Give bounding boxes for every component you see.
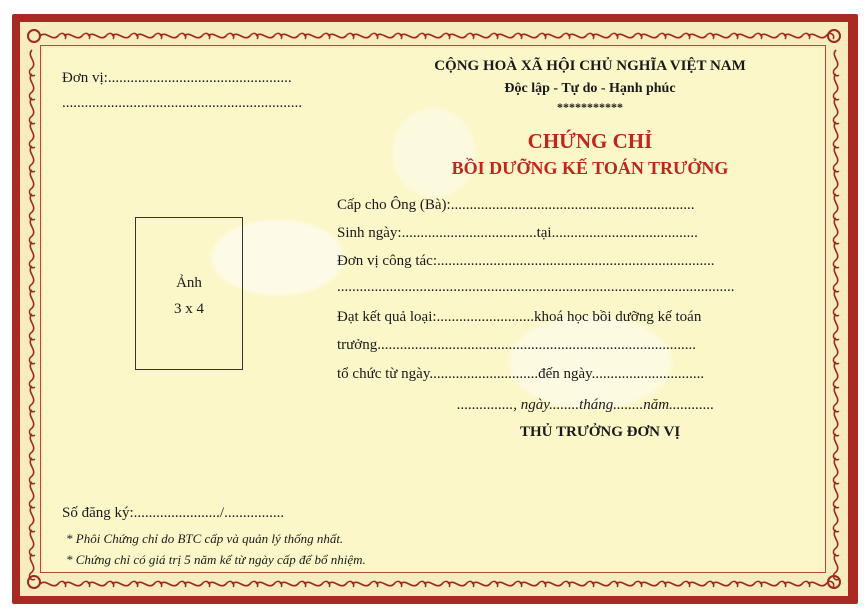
field-dat-ket-qua: Đạt kết quả loại:..........................khoá học bồi dưỡng kế toán: [337, 309, 702, 325]
note-1: * Phôi Chứng chỉ do BTC cấp và quản lý thống nhất.: [66, 531, 344, 546]
date-line: ..............., ngày........tháng........năm............: [457, 397, 715, 413]
field-sinh-ngay: Sinh ngày:....................................tại.......................................: [337, 225, 698, 241]
note-2: * Chứng chỉ có giá trị 5 năm kể từ ngày cấp để bổ nhiệm.: [66, 552, 366, 567]
field-truong: trưởng.....................................................................................: [337, 337, 696, 353]
certificate-title: CHỨNG CHỈ: [527, 129, 653, 153]
field-to-chuc: tổ chức từ ngày.............................đến ngày..............................: [337, 366, 705, 382]
don-vi-line-2: ................................................................: [62, 95, 302, 111]
field-dots-line: ..........................................................................................................: [337, 279, 735, 295]
field-don-vi-cong-tac: Đơn vị công tác:..........................................................................: [337, 253, 715, 269]
photo-size-label: 3 x 4: [174, 301, 204, 317]
so-dang-ky: Số đăng ký:......................./................: [62, 505, 285, 521]
motto-stars: ***********: [557, 100, 623, 114]
country-name: CỘNG HOÀ XÃ HỘI CHỦ NGHĨA VIỆT NAM: [434, 58, 746, 74]
photo-label: Ảnh: [176, 275, 202, 291]
national-motto: Độc lập - Tự do - Hạnh phúc: [504, 81, 676, 96]
signatory-title: THỦ TRƯỞNG ĐƠN VỊ: [520, 424, 681, 440]
certificate-subtitle: BỒI DƯỠNG KẾ TOÁN TRƯỞNG: [451, 158, 729, 178]
field-cap-cho: Cấp cho Ông (Bà):.................................................................: [337, 197, 695, 213]
don-vi-line-1: Đơn vị:.................................................: [62, 70, 292, 86]
photo-box: [135, 217, 243, 370]
